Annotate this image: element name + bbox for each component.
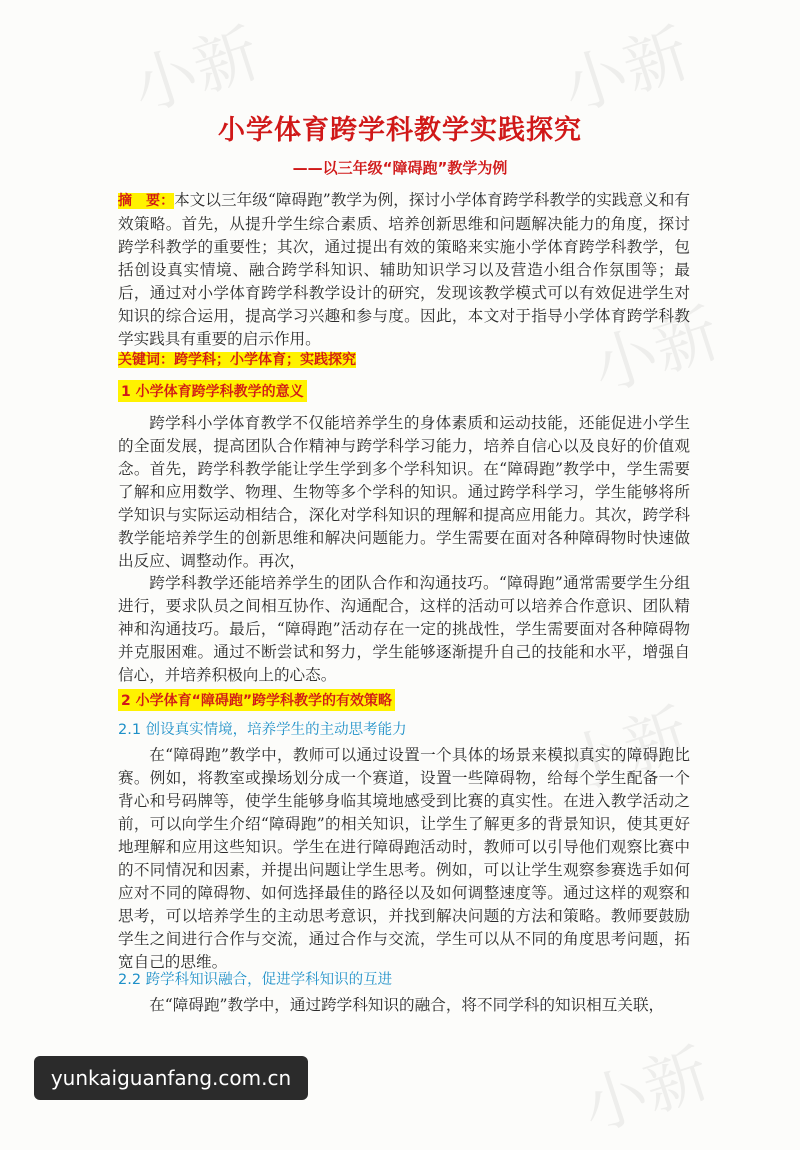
keywords-line xyxy=(118,349,690,369)
section-1-heading: 1 小学体育跨学科教学的意义 xyxy=(118,380,307,402)
abstract-text: 本文以三年级“障碍跑”教学为例，探讨小学体育跨学科教学的实践意义和有效策略。首先，从提升学生综合素质、培养创新思维和问题解决能力的角度，探讨跨学科教学的重要性；其次，通过提出有效的策略来实施小学体育跨学科教学，包括创设真实情境、融合跨学科知识、辅助知识学习以及营造小组合作氛围等；最后，通过对小学体育跨学科教学设计的研究，发现该教学模式可以有效促进学生对知识的综合运用，提高学习兴趣和参与度。因此，本文对于指导小学体育跨学科教学实践具有重要的启示作用。 xyxy=(118,191,691,348)
section-2-heading-row xyxy=(118,689,690,711)
watermark: 小新 xyxy=(123,16,269,127)
section-1-heading-row xyxy=(118,380,690,402)
section-2-2-heading: 2.2 跨学科知识融合，促进学科知识的互进 xyxy=(118,972,393,988)
section-1-paragraph-1: 跨学科小学体育教学不仅能培养学生的身体素质和运动技能，还能促进小学生的全面发展，提高团队合作精神与跨学科学习能力，培养自信心以及良好的价值观念。首先，跨学科教学能让学生学到多个学科知识。在“障碍跑”教学中，学生需要了解和应用数学、物理、生物等多个学科的知识。通过跨学科学习，学生能够将所学知识与实际运动相结合，深化对学科知识的理解和提高应用能力。其次，跨学科教学能培养学生的创新思维和解决问题能力。学生需要在面对各种障碍物时快速做出反应、调整动作。再次， xyxy=(118,414,690,570)
watermark: 小新 xyxy=(583,296,729,407)
section-2-1-paragraph: 在“障碍跑”教学中，教师可以通过设置一个具体的场景来模拟真实的障碍跑比赛。例如，将教室或操场划分成一个赛道，设置一些障碍物，给每个学生配备一个背心和号码牌等，使学生能够身临其境地感受到比赛的真实性。在进入教学活动之前，可以向学生介绍“障碍跑”的相关知识，让学生了解更多的背景知识，使其更好地理解和应用这些知识。学生在进行障碍跑活动时，教师可以引导他们观察比赛中的不同情况和因素，并提出问题让学生思考。例如，可以让学生观察参赛选手如何应对不同的障碍物、如何选择最佳的路径以及如何调整速度等。通过这样的观察和思考，可以培养学生的主动思考意识，并找到解决问题的方法和策略。教师要鼓励学生之间进行合作与交流，通过合作与交流，学生可以从不同的角度思考问题，拓宽自己的思维。 xyxy=(118,746,690,971)
section-2-heading: 2 小学体育“障碍跑”跨学科教学的有效策略 xyxy=(118,689,395,711)
abstract-label: 摘 要： xyxy=(118,193,175,209)
watermark: 小新 xyxy=(553,16,699,127)
section-2-2-paragraph: 在“障碍跑”教学中，通过跨学科知识的融合，将不同学科的知识相互关联， xyxy=(149,996,665,1014)
watermark: 小新 xyxy=(573,1036,719,1147)
section-1-paragraph-2: 跨学科教学还能培养学生的团队合作和沟通技巧。“障碍跑”通常需要学生分组进行，要求队员之间相互协作、沟通配合，这样的活动可以培养合作意识、团队精神和沟通技巧。最后，“障碍跑”活动存在一定的挑战性，学生需要面对各种障碍物并克服困难。通过不断尝试和努力，学生能够逐渐提升自己的技能和水平，增强自信心，并培养积极向上的心态。 xyxy=(118,574,690,684)
site-url-badge: yunkaiguanfang.com.cn xyxy=(34,1056,308,1100)
keywords: 关键词：跨学科；小学体育；实践探究 xyxy=(118,352,356,368)
abstract xyxy=(118,189,690,351)
page-title: 小学体育跨学科教学实践探究 xyxy=(218,115,582,146)
watermark: 小新 xyxy=(553,696,699,807)
page-subtitle: ——以三年级“障碍跑”教学为例 xyxy=(292,159,508,177)
section-2-1-heading: 2.1 创设真实情境，培养学生的主动思考能力 xyxy=(118,722,407,738)
